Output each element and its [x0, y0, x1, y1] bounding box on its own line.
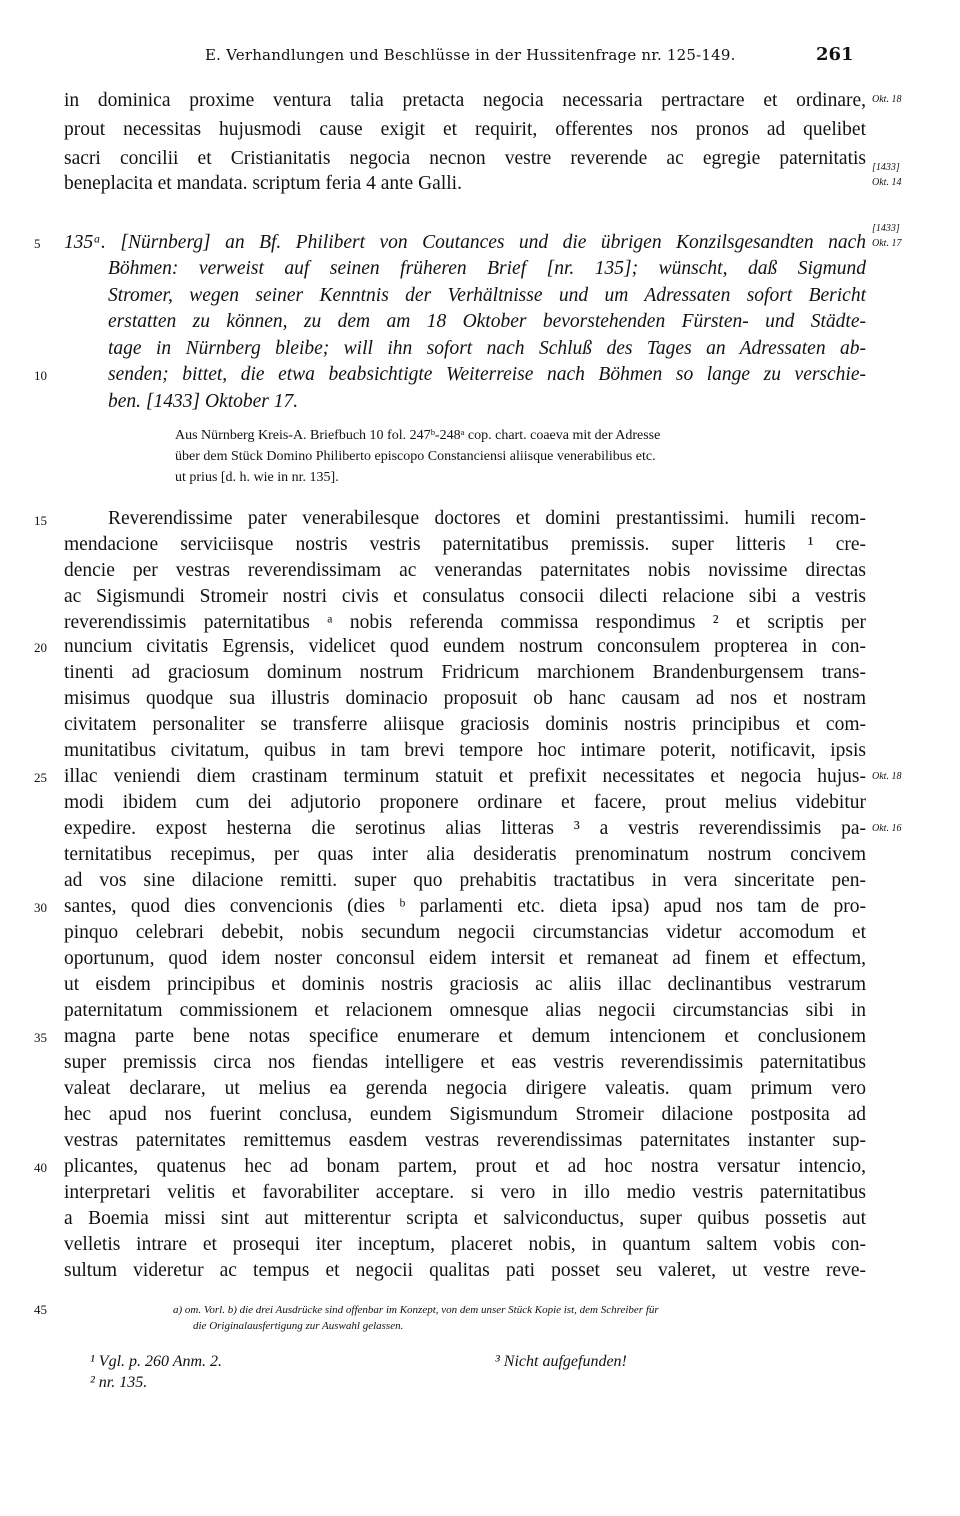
- margin-year: [1433]: [872, 223, 900, 234]
- document-header-line: 135ᵃ. [Nürnberg] an Bf. Philibert von Coutances und die übrigen Konzilsgesandten nach: [64, 232, 866, 253]
- body-line: paternitatum commissionem et relacionem omnesque alias negocii circumstancias sibi in: [64, 1000, 866, 1021]
- body-line: vestras paternitates remittemus easdem vestras reverendissimas paternitates instanter sup-: [64, 1130, 866, 1151]
- prev-letter-line: prout necessitas hujusmodi cause exigit et requirit, offerentes nos pronos ad quelibet: [64, 119, 866, 140]
- margin-date-okt17: Okt. 17: [872, 238, 902, 249]
- body-line: pinquo celebrari debebit, nobis secundum negocii circumstancias videtur accomodum et: [64, 922, 866, 943]
- line-number: 40: [34, 1160, 47, 1175]
- margin-date-okt16: Okt. 16: [872, 823, 902, 834]
- line-number: 20: [34, 640, 47, 655]
- line-number: 10: [34, 368, 47, 383]
- body-line: mendacione serviciisque nostris vestris paternitatibus premissis. super litteris ¹ cre-: [64, 534, 866, 555]
- body-line: munitatibus civitatum, quibus in tam brevi tempore hoc intimare poterit, notificavit, ipsis: [64, 740, 866, 761]
- body-line: dencie per vestras reverendissimam ac venerandas paternitates nobis novissime directas: [64, 560, 866, 581]
- margin-date-okt18: Okt. 18: [872, 771, 902, 782]
- running-title: E. Verhandlungen und Beschlüsse in der Hussitenfrage nr. 125-149.: [205, 46, 736, 64]
- document-header-line: tage in Nürnberg bleibe; will ihn sofort nach Schluß des Tages an Adressaten ab-: [108, 338, 866, 359]
- document-header-line: senden; bittet, die etwa beabsichtigte Weiterreise nach Böhmen so lange zu verschie-: [108, 364, 866, 385]
- body-line: interpretari velitis et favorabiliter acceptare. si vero in illo medio vestris paternitatibus: [64, 1182, 866, 1203]
- body-line: super premissis circa nos fiendas intelligere et eas vestris reverendissimis paternitatibus: [64, 1052, 866, 1073]
- body-line: illac veniendi diem crastinam terminum statuit et prefixit necessitates et negocia hujus-: [64, 766, 866, 787]
- body-line: modi ibidem cum dei adjutorio proponere ordinare et facere, prout melius videbitur: [64, 792, 866, 813]
- line-number: 25: [34, 770, 47, 785]
- body-line: nuncium civitatis Egrensis, videlicet quod eundem nostrum conconsulem propterea in con-: [64, 636, 866, 657]
- body-line: ad vos sine dilacione remitti. super quo prehabitis tractatibus in vera sinceritate pen-: [64, 870, 866, 891]
- body-line: misimus quodque sua illustris dominacio proposuit ob hanc causam ad nos et nostram: [64, 688, 866, 709]
- body-line: sultum videretur ac tempus et negocii qualitas pati posset seu valeret, ut vestre reve-: [64, 1260, 866, 1281]
- body-line: magna parte bene notas specifice enumerare et demum intencionem et conclusionem: [64, 1026, 866, 1047]
- document-header-line: Böhmen: verweist auf seinen früheren Brief [nr. 135]; wünscht, daß Sigmund: [108, 258, 866, 279]
- footnote: ³ Nicht aufgefunden!: [495, 1353, 627, 1370]
- body-line: ut eisdem principibus et dominis nostris graciosis ac aliis illac declinantibus vestrarum: [64, 974, 866, 995]
- body-line: hec apud nos fuerint conclusa, eundem Sigismundum Stromeir dilacione postposita ad: [64, 1104, 866, 1125]
- body-line: reverendissimis paternitatibus ᵃ nobis referenda commissa respondimus ² et scriptis per: [64, 612, 866, 633]
- line-number: 5: [34, 236, 41, 251]
- footnote: ² nr. 135.: [90, 1374, 148, 1391]
- prev-letter-line: in dominica proxime ventura talia pretacta negocia necessaria pertractare et ordinare,: [64, 90, 866, 111]
- body-line: ternitatibus recepimus, per quas inter alia desideratis prenominatum nostrum concivem: [64, 844, 866, 865]
- document-header-line: ben. [1433] Oktober 17.: [108, 391, 299, 412]
- line-number: 15: [34, 513, 47, 528]
- prev-letter-line: sacri concilii et Cristianitatis negocia necnon vestre reverende ac egregie paternitatis: [64, 148, 866, 169]
- body-line: oportunum, quod idem noster conconsul eidem intersit et remaneat ad finem et effectum,: [64, 948, 866, 969]
- body-line: tinenti ad graciosum dominum nostrum Fridricum marchionem Brandenburgensem trans-: [64, 662, 866, 683]
- source-line: über dem Stück Domino Philiberto episcopo Constanciensi aliisque venerabilibus etc.: [175, 449, 656, 464]
- body-line: Reverendissime pater venerabilesque doctores et domini prestantissimi. humili recom-: [108, 508, 866, 529]
- line-number: 30: [34, 900, 47, 915]
- prev-letter-line: beneplacita et mandata. scriptum feria 4 ante Galli.: [64, 173, 462, 194]
- margin-date-okt18: Okt. 18: [872, 94, 902, 105]
- body-line: ac Sigismundi Stromeir nostri civis et consulatus consocii dilecti relacione sibi a vestris: [64, 586, 866, 607]
- margin-date-okt14: Okt. 14: [872, 177, 902, 188]
- body-line: a Boemia missi sint aut mitterentur scripta et salviconductus, super quibus possetis aut: [64, 1208, 866, 1229]
- line-number: 35: [34, 1030, 47, 1045]
- body-line: plicantes, quatenus hec ad bonam partem, prout et ad hoc nostra versatur intencio,: [64, 1156, 866, 1177]
- body-line: civitatem personaliter se transferre aliisque graciosis dominis nostris principibus et com-: [64, 714, 866, 735]
- source-line: ut prius [d. h. wie in nr. 135].: [175, 470, 339, 485]
- document-header-line: Stromer, wegen seiner Kenntnis der Verhältnisse und um Adressaten sofort Bericht: [108, 285, 866, 306]
- body-line: valeat declarare, ut melius ea gerenda negocia dirigere valeatis. quam primum vero: [64, 1078, 866, 1099]
- apparatus-line: a) om. Vorl. b) die drei Ausdrücke sind offenbar im Konzept, von dem unser Stück Kopie ist, dem Schreiber für: [173, 1304, 659, 1316]
- body-line: santes, quod dies convencionis (dies ᵇ parlamenti etc. dieta ipsa) apud nos tam de pro-: [64, 896, 866, 917]
- source-line: Aus Nürnberg Kreis-A. Briefbuch 10 fol. 247ᵇ-248ᵃ cop. chart. coaeva mit der Adresse: [175, 428, 661, 443]
- body-line: velletis intrare et prosequi iter inceptum, placeret nobis, in quantum saltem vobis con-: [64, 1234, 866, 1255]
- footnote: ¹ Vgl. p. 260 Anm. 2.: [90, 1353, 223, 1370]
- apparatus-line: die Originalausfertigung zur Auswahl gelassen.: [193, 1320, 404, 1332]
- document-header-line: erstatten zu können, zu dem am 18 Oktober bevorstehenden Fürsten- und Städte-: [108, 311, 866, 332]
- margin-year: [1433]: [872, 162, 900, 173]
- body-line: expedire. expost hesterna die serotinus alias litteras ³ a vestris reverendissimis pa-: [64, 818, 866, 839]
- page-number: 261: [816, 44, 854, 65]
- line-number: 45: [34, 1302, 47, 1317]
